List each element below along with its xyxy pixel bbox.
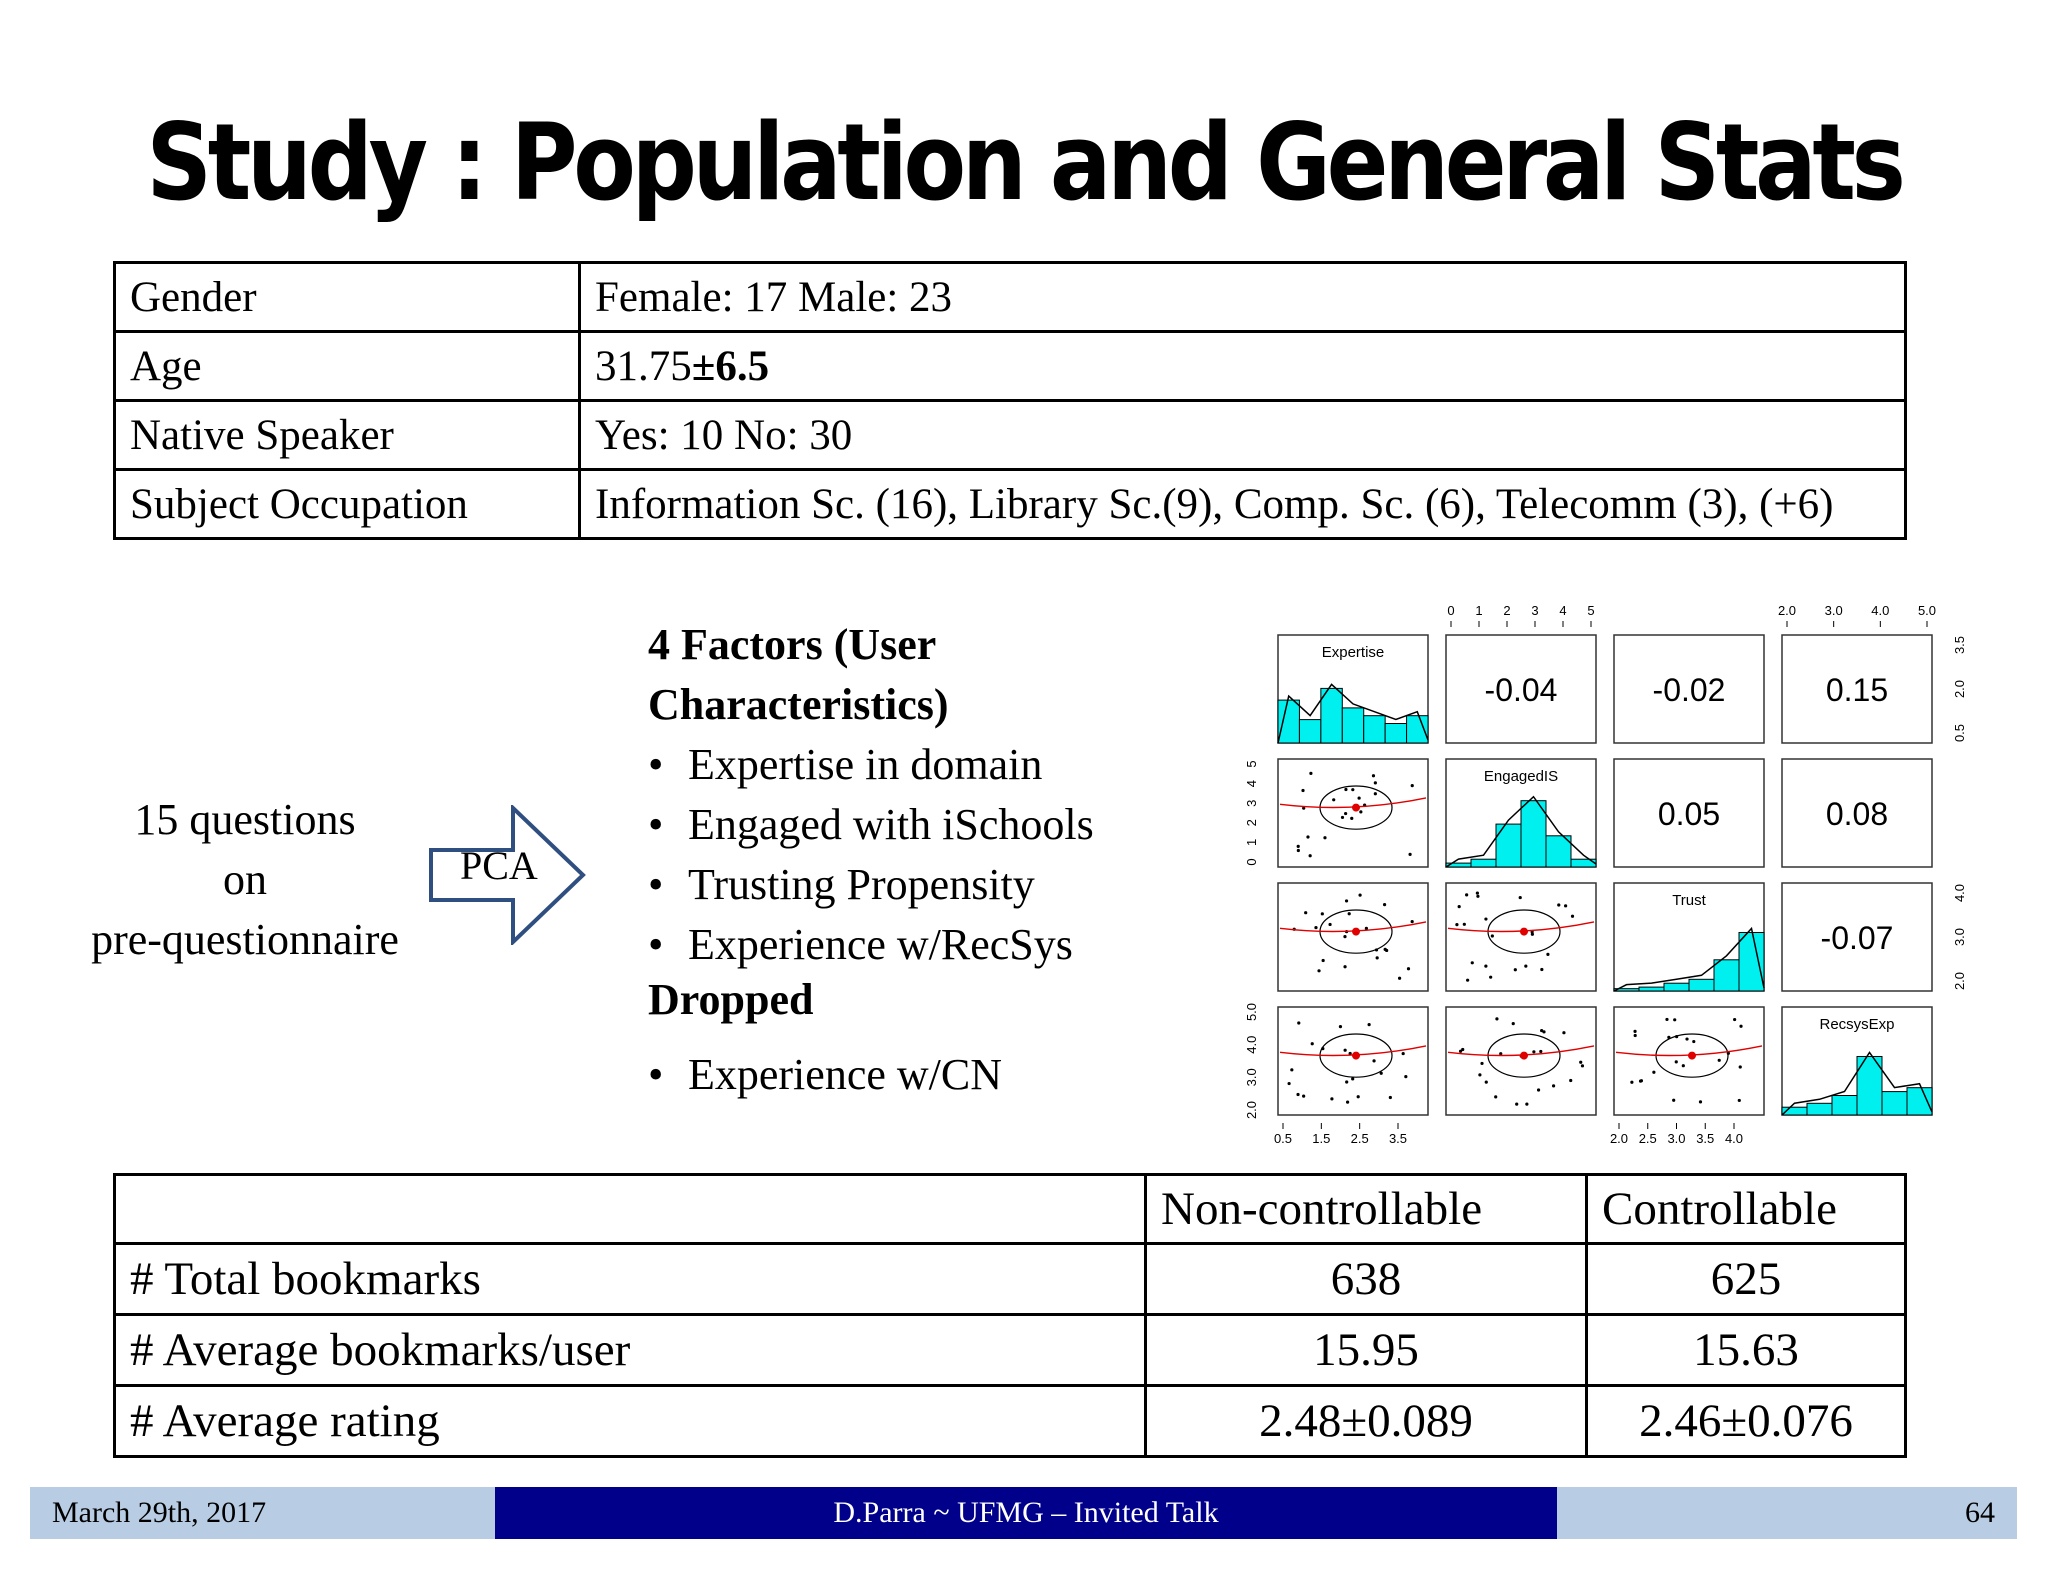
table-header-row xyxy=(115,1175,1906,1244)
scatter-point xyxy=(1309,772,1312,775)
cell-value: 2.46±0.076 xyxy=(1587,1386,1906,1457)
cell-value: 15.95 xyxy=(1146,1315,1587,1386)
scatter-point xyxy=(1311,1042,1314,1045)
scatter-point xyxy=(1297,849,1300,852)
histogram-bar xyxy=(1739,933,1764,992)
scatter-point xyxy=(1321,912,1324,915)
factors-heading: 4 Factors (User xyxy=(648,620,937,669)
scatter-point xyxy=(1634,1034,1637,1037)
age-sd: ±6.5 xyxy=(691,342,770,390)
correlation-value: -0.02 xyxy=(1652,672,1726,708)
row-label: Native Speaker xyxy=(115,401,580,470)
tick-label: 4.0 xyxy=(1724,1131,1744,1146)
variable-label: RecsysExp xyxy=(1819,1016,1895,1033)
histogram-bar xyxy=(1907,1088,1932,1115)
table-row xyxy=(115,401,1906,470)
scatter-point xyxy=(1383,903,1386,906)
scatter-point xyxy=(1290,1068,1293,1071)
matrix-panel xyxy=(1782,759,1932,867)
matrix-panel xyxy=(1446,635,1596,743)
dropped-heading: Dropped xyxy=(648,975,814,1024)
matrix-panel xyxy=(1278,1007,1428,1115)
histogram-bar xyxy=(1571,859,1596,867)
tick-label: 5 xyxy=(1244,760,1259,768)
scatter-point xyxy=(1343,935,1346,938)
scatter-point xyxy=(1738,1099,1741,1102)
age-mean: 31.75 xyxy=(595,342,692,390)
header-cell: Non-controllable xyxy=(1146,1175,1587,1244)
row-label: # Average rating xyxy=(115,1386,1146,1457)
tick-label: 4.0 xyxy=(1871,603,1890,618)
histogram-bar xyxy=(1471,859,1496,867)
histogram-bar xyxy=(1364,716,1385,743)
scatter-point xyxy=(1718,1059,1721,1062)
page-title: Study : Population and General Stats xyxy=(146,101,1902,224)
scatter-point xyxy=(1739,1065,1742,1068)
histogram-bar xyxy=(1639,987,1664,991)
scatter-point xyxy=(1581,1064,1584,1067)
bookmark-stats-table xyxy=(113,1173,1907,1458)
scatter-point xyxy=(1372,1059,1375,1062)
scatter-point xyxy=(1365,927,1368,930)
row-label: # Average bookmarks/user xyxy=(115,1315,1146,1386)
scatter-point xyxy=(1546,953,1549,956)
factors-heading: Characteristics) xyxy=(648,680,949,729)
questions-text xyxy=(60,790,430,970)
correlation-value: 0.08 xyxy=(1825,796,1889,832)
scatter-point xyxy=(1692,1040,1695,1043)
scatter-point xyxy=(1672,1099,1675,1102)
variable-label: EngagedIS xyxy=(1483,768,1559,785)
scatter-point xyxy=(1480,1062,1483,1065)
mean-point xyxy=(1520,1052,1528,1060)
scatter-point xyxy=(1304,911,1307,914)
scatter-point xyxy=(1330,1097,1333,1100)
scatter-point xyxy=(1459,1050,1462,1053)
tick-label: 3.0 xyxy=(1952,927,1967,947)
scatter-point xyxy=(1524,965,1527,968)
scatter-point xyxy=(1332,798,1335,801)
scatter-point xyxy=(1652,1071,1655,1074)
tick-label: 4.0 xyxy=(1244,1035,1259,1054)
scatter-point xyxy=(1557,903,1560,906)
scatter-point xyxy=(1344,1049,1347,1052)
scatter-point xyxy=(1491,934,1494,937)
tick-label: 4 xyxy=(1559,603,1567,618)
tick-label: 2.0 xyxy=(1609,1131,1629,1146)
tick-label: 3.5 xyxy=(1696,1131,1715,1146)
scatter-point xyxy=(1471,961,1474,964)
scatter-point xyxy=(1579,1061,1582,1064)
panel-frame xyxy=(1446,1007,1596,1115)
panel-frame xyxy=(1278,759,1428,867)
row-label: Age xyxy=(115,332,580,401)
table-row xyxy=(115,1315,1906,1386)
footer-page-number: 64 xyxy=(1557,1487,2017,1539)
scatter-point xyxy=(1478,1073,1481,1076)
scatter-point xyxy=(1537,1088,1540,1091)
variable-label: Expertise xyxy=(1321,644,1385,661)
scatter-point xyxy=(1458,905,1461,908)
mean-point xyxy=(1352,804,1360,812)
scatter-point xyxy=(1328,923,1331,926)
scatter-point xyxy=(1398,977,1401,980)
mean-point xyxy=(1352,1052,1360,1060)
scatter-point xyxy=(1350,817,1353,820)
scatter-point xyxy=(1345,1080,1348,1083)
histogram-bar xyxy=(1299,720,1320,743)
scatter-point xyxy=(1287,1082,1290,1085)
histogram-bar xyxy=(1664,983,1689,991)
tick-label: 1.5 xyxy=(1312,1131,1331,1146)
tick-label: 3 xyxy=(1531,603,1539,618)
tick-label: 2.5 xyxy=(1638,1131,1657,1146)
table-row xyxy=(115,1386,1906,1457)
scatter-point xyxy=(1296,1093,1299,1096)
scatter-point xyxy=(1368,1023,1371,1026)
mean-point xyxy=(1352,928,1360,936)
scatter-point xyxy=(1314,926,1317,929)
tick-label: 5.0 xyxy=(1244,1002,1259,1022)
header-cell: Controllable xyxy=(1587,1175,1906,1244)
scatter-point xyxy=(1564,904,1567,907)
tick-label: 0.5 xyxy=(1273,1131,1293,1146)
scatter-point xyxy=(1374,781,1377,784)
tick-label: 3.5 xyxy=(1388,1131,1408,1146)
scatter-point xyxy=(1515,1103,1518,1106)
matrix-panel xyxy=(1614,635,1764,743)
scatter-point xyxy=(1344,812,1347,815)
tick-label: 3.5 xyxy=(1952,635,1967,655)
tick-label: 3 xyxy=(1244,799,1259,807)
tick-label: 2 xyxy=(1503,603,1511,618)
scatter-point xyxy=(1306,835,1309,838)
scatter-point xyxy=(1733,1018,1736,1021)
cell-value: 2.48±0.089 xyxy=(1146,1386,1587,1457)
histogram-bar xyxy=(1832,1096,1857,1116)
matrix-panel xyxy=(1614,759,1764,867)
cell-value: 638 xyxy=(1146,1244,1587,1315)
histogram-bar xyxy=(1521,801,1546,867)
scatter-point xyxy=(1633,1030,1636,1033)
scatter-point xyxy=(1372,774,1375,777)
scatter-point xyxy=(1455,923,1458,926)
list-item: • Experience w/CN xyxy=(648,1045,1208,1105)
list-item: • Trusting Propensity xyxy=(648,855,1208,915)
mean-point xyxy=(1520,928,1528,936)
scatter-point xyxy=(1408,853,1411,856)
table-row xyxy=(115,263,1906,332)
scatter-point xyxy=(1525,1103,1528,1106)
tick-label: 2.0 xyxy=(1952,971,1967,991)
demographics-table xyxy=(113,261,1907,540)
table-row xyxy=(115,1244,1906,1315)
panel-frame xyxy=(1446,883,1596,991)
correlation-value: 0.05 xyxy=(1657,796,1721,832)
list-item: • Engaged with iSchools xyxy=(648,795,1208,855)
histogram-bar xyxy=(1807,1103,1832,1115)
scatter-point xyxy=(1571,915,1574,918)
scatter-point xyxy=(1673,1018,1676,1021)
matrix-panel xyxy=(1446,1007,1596,1115)
scatter-point xyxy=(1407,967,1410,970)
matrix-panel xyxy=(1278,883,1428,991)
tick-label: 5 xyxy=(1587,603,1595,618)
scatter-point xyxy=(1376,956,1379,959)
scatter-point xyxy=(1339,1025,1342,1028)
pca-label: PCA xyxy=(460,843,538,888)
scatter-point xyxy=(1358,894,1361,897)
list-item: • Experience w/RecSys xyxy=(648,915,1208,975)
scatter-point xyxy=(1542,1030,1545,1033)
row-label: Subject Occupation xyxy=(115,470,580,539)
histogram-bar xyxy=(1714,960,1739,991)
matrix-panel xyxy=(1278,759,1428,867)
panel-frame xyxy=(1278,883,1428,991)
scatter-point xyxy=(1682,1064,1685,1067)
correlation-value: 0.15 xyxy=(1825,672,1889,708)
scatter-point xyxy=(1484,964,1487,967)
matrix-panel xyxy=(1782,1007,1932,1115)
scatter-point xyxy=(1343,965,1346,968)
histogram-bar xyxy=(1882,1092,1907,1115)
matrix-panel xyxy=(1782,635,1932,743)
scatter-point xyxy=(1562,1031,1565,1034)
scatter-point xyxy=(1739,1025,1742,1028)
questions-line: pre-questionnaire xyxy=(91,915,399,964)
scatter-point xyxy=(1463,923,1466,926)
tick-label: 0 xyxy=(1244,858,1259,866)
scatter-point xyxy=(1494,1095,1497,1098)
histogram-bar xyxy=(1407,716,1428,743)
scatter-point xyxy=(1485,1081,1488,1084)
cell-value: 625 xyxy=(1587,1244,1906,1315)
histogram-bar xyxy=(1496,824,1521,867)
scatter-point xyxy=(1640,1079,1643,1082)
scatter-point xyxy=(1495,1017,1498,1020)
tick-label: 2 xyxy=(1244,819,1259,827)
matrix-panel xyxy=(1614,883,1764,991)
scatter-point xyxy=(1301,789,1304,792)
scatter-point xyxy=(1348,912,1351,915)
tick-label: 4 xyxy=(1244,779,1259,788)
scatter-point xyxy=(1344,788,1347,791)
scatter-point xyxy=(1539,1050,1542,1053)
footer-title: D.Parra ~ UFMG – Invited Talk xyxy=(495,1487,1557,1539)
scatter-point xyxy=(1465,893,1468,896)
row-label: Gender xyxy=(115,263,580,332)
scatter-point xyxy=(1389,1096,1392,1099)
scatter-point xyxy=(1297,845,1300,848)
footer-date: March 29th, 2017 xyxy=(30,1487,495,1539)
tick-label: 0.5 xyxy=(1952,723,1967,743)
tick-label: 2.0 xyxy=(1952,679,1967,699)
scatter-point xyxy=(1699,1100,1702,1103)
matrix-panel xyxy=(1278,635,1428,743)
scatter-point xyxy=(1402,1052,1405,1055)
scatter-point xyxy=(1531,933,1534,936)
tick-label: 5.0 xyxy=(1917,603,1937,618)
scatter-point xyxy=(1519,896,1522,899)
scatter-point xyxy=(1540,968,1543,971)
scatter-point xyxy=(1484,917,1487,920)
tick-label: 3.0 xyxy=(1667,1131,1686,1146)
tick-label: 1 xyxy=(1475,603,1483,618)
tick-label: 2.5 xyxy=(1350,1131,1369,1146)
scatter-point xyxy=(1359,810,1362,813)
scatter-point xyxy=(1675,1060,1678,1063)
table-row xyxy=(115,470,1906,539)
questions-line: on xyxy=(223,855,267,904)
scatter-point xyxy=(1411,784,1414,787)
scatter-point xyxy=(1552,1084,1555,1087)
questions-line: 15 questions xyxy=(134,795,356,844)
factors-list xyxy=(648,615,1208,1105)
scatter-point xyxy=(1476,891,1479,894)
tick-label: 3.0 xyxy=(1824,603,1843,618)
scatter-point xyxy=(1514,968,1517,971)
tick-label: 2.0 xyxy=(1244,1100,1259,1120)
matrix-panel xyxy=(1614,1007,1764,1115)
tick-label: 2.0 xyxy=(1777,603,1797,618)
scatter-point xyxy=(1323,836,1326,839)
panel-frame xyxy=(1614,1007,1764,1115)
header-cell xyxy=(115,1175,1146,1244)
scatter-point xyxy=(1302,1095,1305,1098)
scatter-point xyxy=(1317,969,1320,972)
histogram-bar xyxy=(1278,700,1299,743)
matrix-panel xyxy=(1446,759,1596,867)
scatter-point xyxy=(1665,1018,1668,1021)
row-value: Female: 17 Male: 23 xyxy=(580,263,1906,332)
table-row xyxy=(115,332,1906,401)
correlation-value: -0.04 xyxy=(1484,672,1558,708)
histogram-bar xyxy=(1342,708,1363,743)
scatter-point xyxy=(1466,979,1469,982)
scatter-point xyxy=(1346,1101,1349,1104)
scatter-point xyxy=(1532,1050,1535,1053)
scatter-point xyxy=(1476,895,1479,898)
row-value: Yes: 10 No: 30 xyxy=(580,401,1906,470)
list-item: • Expertise in domain xyxy=(648,735,1208,795)
histogram-bar xyxy=(1689,979,1714,991)
scatter-point xyxy=(1384,948,1387,951)
scatter-point xyxy=(1374,792,1377,795)
scatter-matrix-chart xyxy=(1230,590,1990,1150)
scatter-point xyxy=(1341,816,1344,819)
row-value xyxy=(580,332,1906,401)
histogram-bar xyxy=(1385,724,1406,744)
tick-label: 1 xyxy=(1244,838,1259,847)
tick-label: 4.0 xyxy=(1952,883,1967,903)
matrix-panel xyxy=(1782,883,1932,991)
scatter-point xyxy=(1489,976,1492,979)
tick-label: 3.0 xyxy=(1244,1068,1259,1087)
scatter-point xyxy=(1297,1021,1300,1024)
scatter-point xyxy=(1685,1037,1688,1040)
row-value: Information Sc. (16), Library Sc.(9), Comp. Sc. (6), Telecomm (3), (+6) xyxy=(580,470,1906,539)
scatter-point xyxy=(1351,788,1354,791)
mean-point xyxy=(1688,1052,1696,1060)
dropped-items xyxy=(648,1045,1208,1105)
scatter-point xyxy=(1309,854,1312,857)
scatter-point xyxy=(1404,1075,1407,1078)
panel-frame xyxy=(1278,1007,1428,1115)
row-label: # Total bookmarks xyxy=(115,1244,1146,1315)
scatter-point xyxy=(1411,920,1414,923)
scatter-point xyxy=(1630,1081,1633,1084)
cell-value: 15.63 xyxy=(1587,1315,1906,1386)
matrix-panel xyxy=(1446,883,1596,991)
factor-items xyxy=(648,735,1208,975)
scatter-point xyxy=(1345,899,1348,902)
correlation-value: -0.07 xyxy=(1820,920,1894,956)
tick-label: 0 xyxy=(1447,603,1455,618)
variable-label: Trust xyxy=(1672,892,1706,909)
scatter-point xyxy=(1357,1095,1360,1098)
scatter-point xyxy=(1569,1079,1572,1082)
scatter-point xyxy=(1358,796,1361,799)
scatter-point xyxy=(1322,959,1325,962)
scatter-point xyxy=(1512,1022,1515,1025)
